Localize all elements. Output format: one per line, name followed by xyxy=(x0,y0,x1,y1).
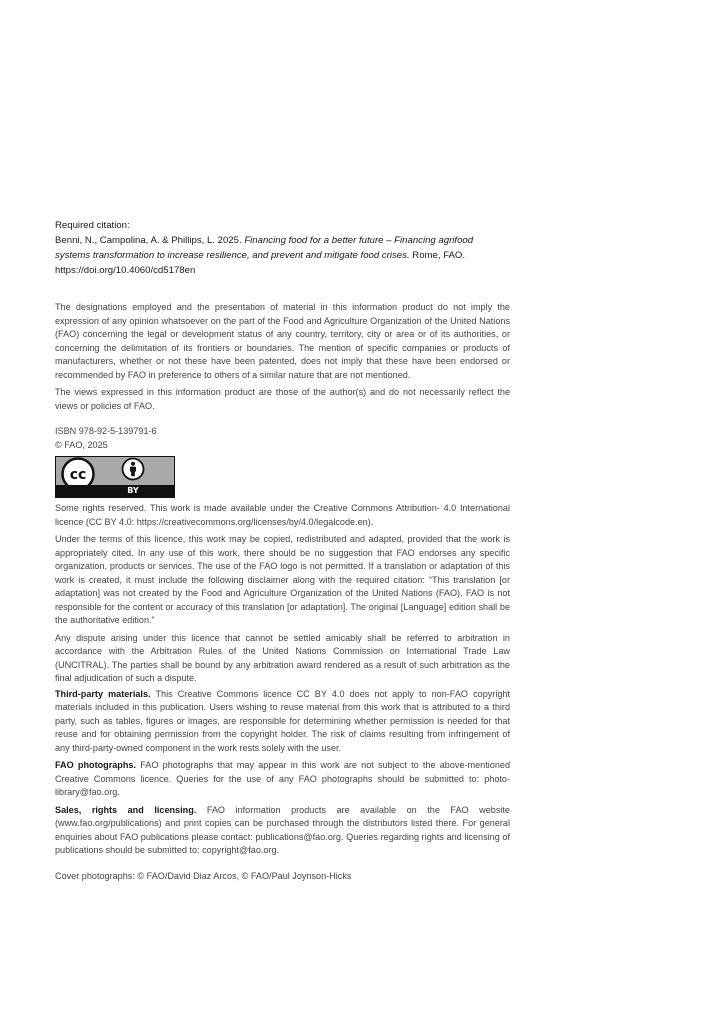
isbn: ISBN 978-92-5-139791-6 xyxy=(55,426,157,436)
sales-text: FAO information products are available on the FAO website (www.fao.org/publications) and print copies can be purchased through the distributors listed there. For general enquiries about FAO publications please contact: publications@fao.org. Queries regarding rights and licensing of publications should be submitted to: copyright@fao.org. xyxy=(55,804,510,855)
third-party-text: This Creative Commons licence CC BY 4.0 does not apply to non-FAO copyright materials included in this publication. Users wishing to reuse material from this work that is attributed to a third party, such as tables, figures or images, are responsible for determining whether permission is needed for that reuse and for obtaining permission from the copyright holder. The risk of claims resulting from infringement of any third-party-owned component in the work rests solely with the user. xyxy=(55,688,510,753)
citation-title: Financing food for a better future – Financing agrifood systems transformation to increase resilience, and prevent and mitigate food crises. xyxy=(55,235,474,261)
cc-by-licence-badge xyxy=(55,456,175,498)
dispute-clause: Any dispute arising under this licence that cannot be settled amicably shall be referred to arbitration in accordance with the Arbitration Rules of the United Nations Commission on International Trade Law (UNCITRAL). The parties shall be bound by any arbitration award rendered as a result of such arbitration as the final adjudication of such a dispute. xyxy=(55,632,510,683)
views-disclaimer: The views expressed in this information product are those of the author(s) and do not necessarily reflect the views or policies of FAO. xyxy=(55,387,510,411)
by-label: BY xyxy=(127,486,139,495)
citation-authors: Benni, N., Campolina, A. & Phillips, L. 2025. xyxy=(55,235,245,246)
citation-text xyxy=(55,233,510,278)
cc-icon-text: cc xyxy=(69,467,87,483)
attribution-person-icon xyxy=(123,459,144,480)
citation-publisher-doi: Rome, FAO. https://doi.org/10.4060/cd5178en xyxy=(55,250,466,276)
fao-photographs xyxy=(55,759,510,800)
citation-heading: Required citation: xyxy=(55,220,130,231)
copyright-page xyxy=(55,218,510,883)
sales-rights-licensing xyxy=(55,804,510,858)
sales-lead: Sales, rights and licensing. xyxy=(55,804,197,815)
photographs-text: FAO photographs that may appear in this work are not subject to the above-mentioned Creative Commons licence. Queries for the use of any FAO photographs should be submitted to: photo-library@fao.org. xyxy=(55,760,510,797)
licence-terms: Under the terms of this licence, this work may be copied, redistributed and adapted, provided that the work is appropriately cited. In any use of this work, there should be no suggestion that FAO endorses any specific organization, products or services. The use of the FAO logo is not permitted. If a translation or adaptation of this work is created, it must include the following disclaimer along with the required citation: “This translation [or adaptation] was not created by the Food and Agriculture Organization of the United Nations (FAO). FAO is not responsible for the content or accuracy of this translation [or adaptation]. The original [Language] edition shall be the authoritative edition.” xyxy=(55,534,510,625)
third-party-materials xyxy=(55,688,510,756)
third-party-lead: Third-party materials. xyxy=(55,688,151,699)
photographs-lead: FAO photographs. xyxy=(55,760,137,770)
designations-disclaimer: The designations employed and the presentation of material in this information product do not imply the expression of any opinion whatsoever on the part of the Food and Agriculture Organization of the United Nations (FAO) concerning the legal or development status of any country, territory, city or area or of its authorities, or concerning the delimitation of its frontiers or boundaries. The mention of specific companies or products of manufacturers, whether or not these have been patented, does not imply that these have been endorsed or recommended by FAO in preference to others of a similar nature that are not mentioned. xyxy=(55,302,510,380)
cover-photographs-credit: Cover photographs: © FAO/David Diaz Arcos, © FAO/Paul Joynson-Hicks xyxy=(55,870,352,881)
some-rights-reserved: Some rights reserved. This work is made available under the Creative Commons Attribution- 4.0 International licence (CC BY 4.0: https://creativecommons.org/licenses/by/4.0/legalcode.en). xyxy=(55,503,510,527)
copyright-notice: © FAO, 2025 xyxy=(55,439,108,450)
creative-commons-icon xyxy=(56,457,174,487)
